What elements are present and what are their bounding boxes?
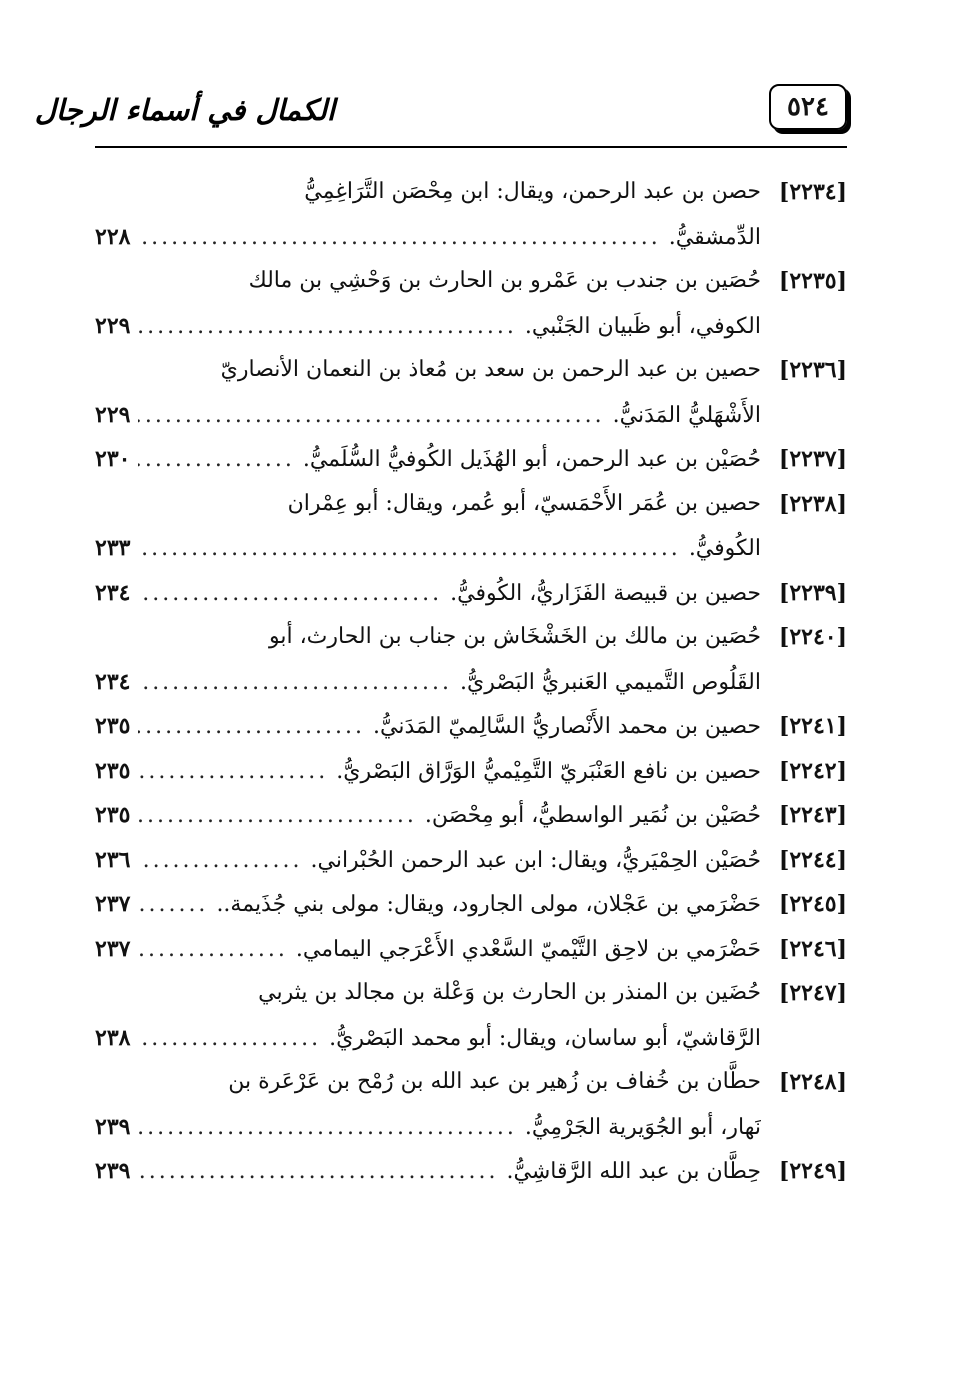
entry-number: [٢٢٤٢] bbox=[778, 757, 847, 784]
entry-number: [٢٢٤٨] bbox=[778, 1069, 847, 1095]
entry-line bbox=[95, 660, 847, 705]
index-entry bbox=[95, 259, 847, 348]
dot-leader bbox=[138, 216, 660, 260]
entry-last-line bbox=[95, 749, 761, 794]
index-entry bbox=[95, 615, 847, 704]
dot-leader bbox=[138, 438, 294, 482]
index-entry bbox=[95, 437, 847, 482]
entries-list bbox=[95, 170, 847, 1194]
header-rule bbox=[95, 146, 847, 148]
dot-leader bbox=[138, 839, 302, 883]
entry-last-line bbox=[95, 304, 761, 349]
index-entry bbox=[95, 170, 847, 259]
entry-number: [٢٢٤٦] bbox=[778, 935, 847, 962]
dot-leader bbox=[138, 305, 516, 349]
entry-line bbox=[95, 571, 847, 616]
entry-line bbox=[95, 1149, 847, 1194]
dot-leader bbox=[138, 394, 604, 438]
entry-line bbox=[95, 971, 847, 1016]
entry-page-ref: ٢٣٤ bbox=[95, 668, 131, 695]
entry-text: حُصَين بن مالك بن الخَشْخَاش بن جناب بن الحارث، أبو bbox=[268, 624, 761, 649]
page-header bbox=[34, 78, 847, 148]
entry-last-line bbox=[95, 704, 761, 749]
entry-text: حصين بن نافع العَنْبَريّ التَّمِيْميُّ الوَرَّاق البَصْريُّ. bbox=[336, 758, 761, 784]
entry-line bbox=[95, 1016, 847, 1061]
entry-last-line bbox=[95, 838, 761, 883]
entry-line bbox=[95, 704, 847, 749]
dot-leader bbox=[138, 1150, 498, 1194]
entry-line bbox=[95, 348, 847, 393]
dot-leader bbox=[138, 794, 416, 838]
entry-text: حَضْرَمي بن عَجْلان، مولى الجارود، ويقال: مولى بني جُذَيمة.. bbox=[216, 892, 761, 917]
dot-leader bbox=[138, 928, 287, 972]
entry-page-ref: ٢٣٤ bbox=[95, 579, 131, 606]
entry-text: الكوفي، أبو ظَبيان الجَنْبي. bbox=[524, 313, 761, 339]
entry-text: حصين بن عُمَر الأَحْمَسيّ، أبو عُمر، ويقال: أبو عِمْران bbox=[287, 490, 761, 516]
index-entry bbox=[95, 927, 847, 972]
entry-last-line bbox=[95, 1016, 761, 1061]
entry-line bbox=[95, 927, 847, 972]
index-entry bbox=[95, 1149, 847, 1194]
entry-number: [٢٢٣٤] bbox=[778, 179, 847, 205]
entry-page-ref: ٢٢٩ bbox=[95, 401, 131, 428]
dot-leader bbox=[138, 527, 680, 571]
dot-leader bbox=[138, 750, 328, 794]
entry-number: [٢٢٤٤] bbox=[778, 846, 847, 873]
book-title: الكمال في أسماء الرجال bbox=[34, 93, 335, 127]
entry-text: الرَّقاشيّ، أبو ساسان، ويقال: أبو محمد البَصْريُّ. bbox=[329, 1025, 761, 1051]
entry-number: [٢٢٣٨] bbox=[778, 490, 847, 517]
index-entry bbox=[95, 749, 847, 794]
entry-page-ref: ٢٣٧ bbox=[95, 935, 131, 962]
entry-line bbox=[95, 749, 847, 794]
dot-leader bbox=[138, 705, 365, 749]
entry-text: حصين بن عبد الرحمن بن سعد بن مُعاذ بن النعمان الأنصاريّ bbox=[220, 357, 761, 382]
entry-line bbox=[95, 615, 847, 660]
entry-line bbox=[95, 1060, 847, 1105]
entry-number: [٢٢٤٧] bbox=[778, 980, 847, 1006]
dot-leader bbox=[138, 661, 452, 705]
entry-page-ref: ٢٣٦ bbox=[95, 846, 131, 873]
dot-leader bbox=[138, 883, 208, 927]
entry-text: نَهار، أبو الجُوَيرية الجَرْمِيُّ. bbox=[524, 1114, 761, 1140]
dot-leader bbox=[138, 1106, 516, 1150]
entry-number: [٢٢٤٥] bbox=[778, 891, 847, 917]
entry-page-ref: ٢٢٩ bbox=[95, 312, 131, 339]
entry-last-line bbox=[95, 571, 761, 616]
entry-text: الدِّمشقيُّ. bbox=[668, 224, 761, 250]
entry-last-line bbox=[95, 660, 761, 705]
entry-number: [٢٢٣٧] bbox=[778, 446, 847, 472]
entry-last-line bbox=[95, 882, 761, 927]
entry-line bbox=[95, 793, 847, 838]
entry-line bbox=[95, 170, 847, 215]
entry-last-line bbox=[95, 1105, 761, 1150]
entry-number: [٢٢٤١] bbox=[778, 713, 847, 739]
entry-line bbox=[95, 259, 847, 304]
entry-line bbox=[95, 393, 847, 438]
entry-text: القَلُوص التَّميمي العَنبريُّ البَصْريُّ. bbox=[460, 669, 761, 695]
entry-text: حُضَين بن المنذر بن الحارث بن وَعْلة بن مجالد بن يثربي bbox=[258, 980, 761, 1005]
entry-text: حَضْرَمي بن لاحِق التَّيْميّ السَّعْدي الأَعْرَجي اليمامي. bbox=[295, 936, 761, 962]
entry-line bbox=[95, 1105, 847, 1150]
index-entry bbox=[95, 1060, 847, 1149]
index-entry bbox=[95, 571, 847, 616]
entry-text: حصن بن عبد الرحمن، ويقال: ابن مِحْصَن التَّرَاغِمِيُّ bbox=[304, 179, 761, 204]
entry-number: [٢٢٣٦] bbox=[778, 357, 847, 383]
entry-last-line bbox=[95, 1149, 761, 1194]
entry-number: [٢٢٣٥] bbox=[778, 268, 847, 294]
entry-line bbox=[95, 215, 847, 260]
entry-text: حطَّان بن خُفاف بن زُهير بن عبد الله بن رُمْح بن عَرْعَرة بن bbox=[228, 1069, 761, 1094]
entry-line bbox=[95, 482, 847, 527]
page-number: ٥٢٤ bbox=[769, 84, 847, 130]
entry-text: حصين بن محمد الأَنْصاريُّ السَّالِميّ المَدَنيُّ. bbox=[373, 714, 761, 739]
entry-page-ref: ٢٣٠ bbox=[95, 446, 131, 472]
entry-text: حُصَيْن بن نُمَير الواسطيُّ، أبو مِحْصَن. bbox=[424, 803, 761, 828]
entry-text: الأَشْهَليُّ المَدَنيُّ. bbox=[612, 402, 761, 428]
entry-last-line bbox=[95, 526, 761, 571]
entry-number: [٢٢٤٩] bbox=[778, 1158, 847, 1184]
entry-line bbox=[95, 437, 847, 482]
entry-page-ref: ٢٣٨ bbox=[95, 1024, 131, 1051]
entry-text: حصين بن قبيصة الفَزَاريُّ، الكُوفيُّ. bbox=[450, 580, 761, 606]
entry-line bbox=[95, 304, 847, 349]
entry-page-ref: ٢٣٥ bbox=[95, 713, 131, 739]
entry-text: حُصَيْن بن عبد الرحمن، أبو الهُذَيل الكُوفيُّ السُّلَميُّ. bbox=[302, 447, 761, 472]
entry-page-ref: ٢٢٨ bbox=[95, 223, 131, 250]
entry-text: حُصَيْن الحِمْيَريُّ، ويقال: ابن عبد الرحمن الحُبْراني. bbox=[310, 847, 761, 873]
entry-page-ref: ٢٣٣ bbox=[95, 535, 131, 561]
dot-leader bbox=[138, 572, 442, 616]
entry-text: حُصَين بن جندب بن عَمْرو بن الحارث بن وَحْشِي بن مالك bbox=[248, 268, 761, 293]
entry-last-line bbox=[95, 393, 761, 438]
entry-text: الكُوفيُّ. bbox=[688, 536, 761, 561]
index-entry bbox=[95, 482, 847, 571]
entry-last-line bbox=[95, 215, 761, 260]
entry-text: حِطَّان بن عبد الله الرَّقاشِيُّ. bbox=[506, 1159, 761, 1184]
entry-page-ref: ٢٣٥ bbox=[95, 802, 131, 828]
entry-page-ref: ٢٣٧ bbox=[95, 891, 131, 917]
entry-number: [٢٢٣٩] bbox=[778, 579, 847, 606]
entry-page-ref: ٢٣٥ bbox=[95, 757, 131, 784]
entry-last-line bbox=[95, 793, 761, 838]
index-entry bbox=[95, 348, 847, 437]
entry-line bbox=[95, 526, 847, 571]
entry-number: [٢٢٤٠] bbox=[778, 624, 847, 650]
dot-leader bbox=[138, 1017, 321, 1061]
entry-page-ref: ٢٣٩ bbox=[95, 1113, 131, 1140]
index-entry bbox=[95, 971, 847, 1060]
index-entry bbox=[95, 882, 847, 927]
entry-last-line bbox=[95, 927, 761, 972]
entry-last-line bbox=[95, 437, 761, 482]
entry-line bbox=[95, 838, 847, 883]
index-entry bbox=[95, 704, 847, 749]
index-entry bbox=[95, 793, 847, 838]
entry-number: [٢٢٤٣] bbox=[778, 802, 847, 828]
entry-page-ref: ٢٣٩ bbox=[95, 1158, 131, 1184]
entry-line bbox=[95, 882, 847, 927]
index-entry bbox=[95, 838, 847, 883]
